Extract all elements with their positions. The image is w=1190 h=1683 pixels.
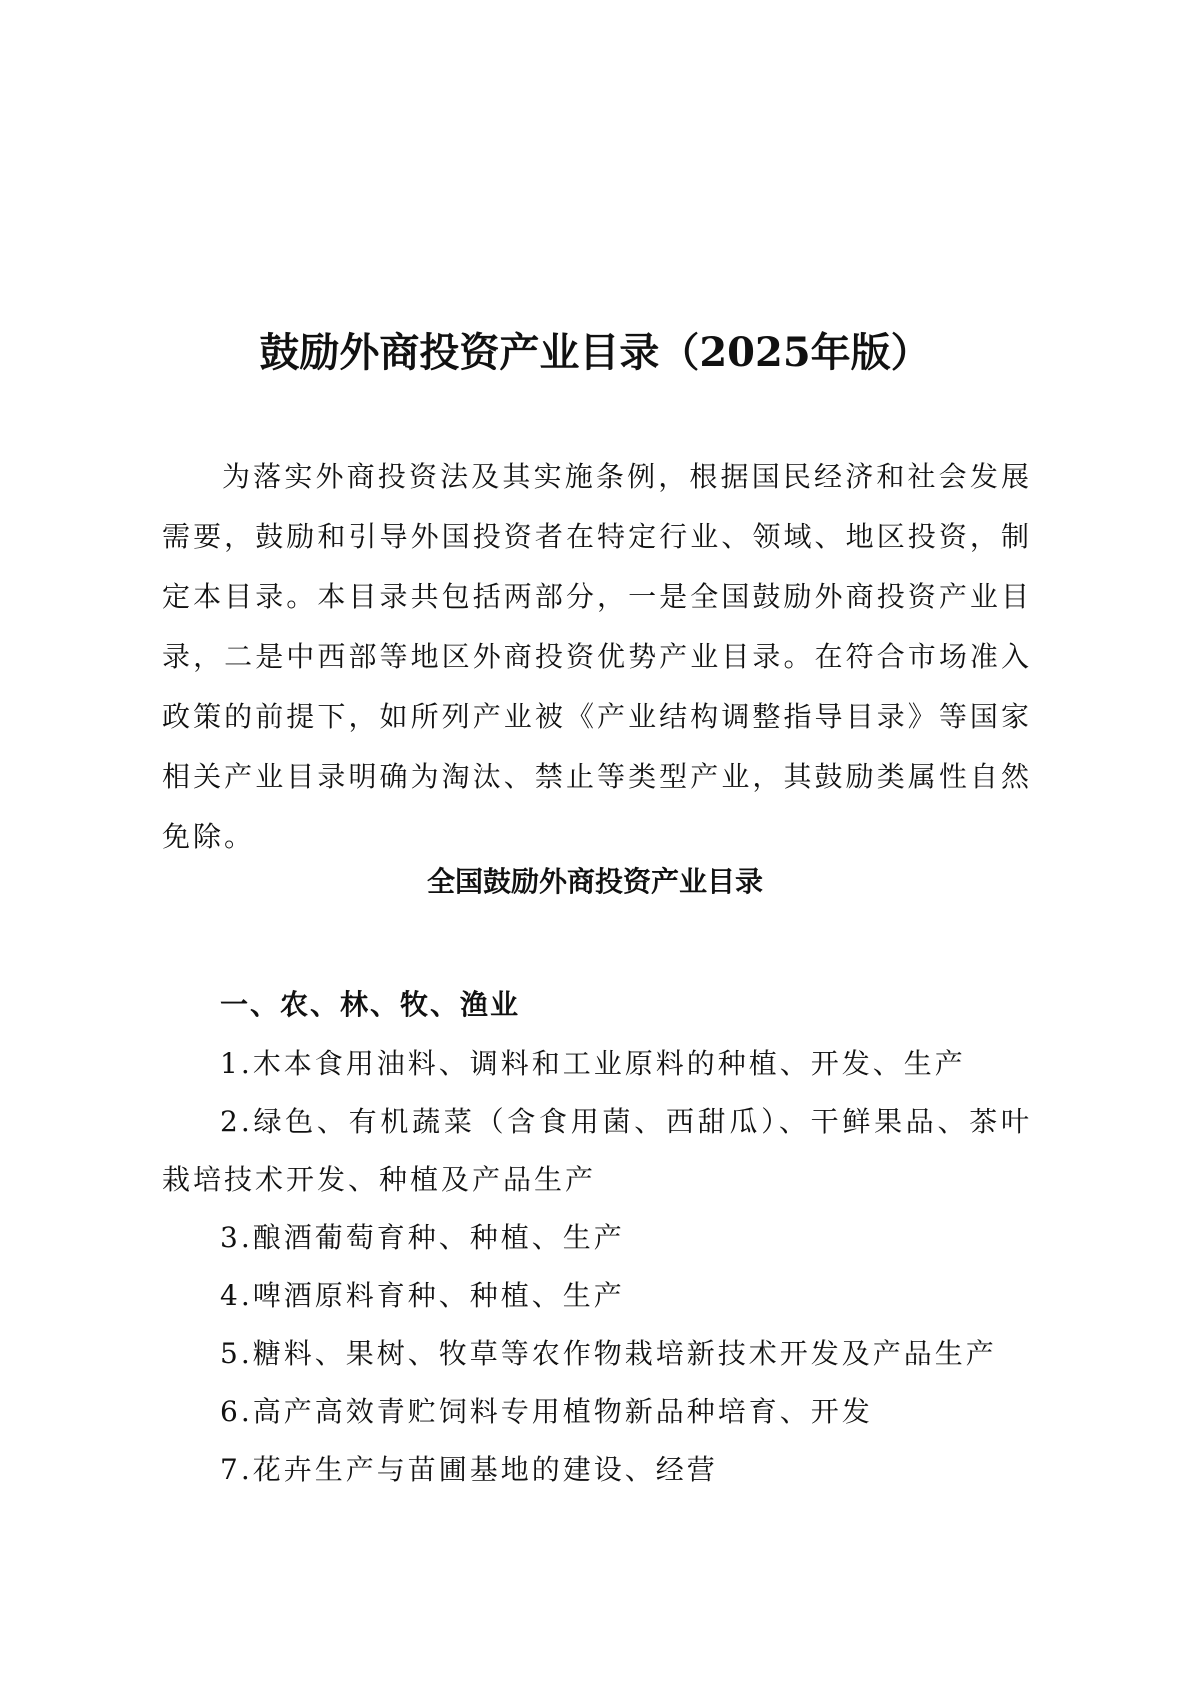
catalog-item: 7.花卉生产与苗圃基地的建设、经营 — [220, 1453, 718, 1486]
catalog-item: 2.绿色、有机蔬菜（含食用菌、西甜瓜）、干鲜果品、茶叶栽培技术开发、种植及产品生产 — [162, 1105, 1032, 1196]
document-title: 鼓励外商投资产业目录（2025年版） — [259, 329, 931, 376]
section-heading: 一、农、林、牧、渔业 — [220, 988, 521, 1021]
catalog-item: 6.高产高效青贮饲料专用植物新品种培育、开发 — [220, 1395, 873, 1428]
catalog-item-list — [162, 1035, 1032, 1499]
catalog-item: 5.糖料、果树、牧草等农作物栽培新技术开发及产品生产 — [220, 1337, 997, 1370]
catalog-item: 1.木本食用油料、调料和工业原料的种植、开发、生产 — [220, 1047, 966, 1080]
catalog-item: 3.酿酒葡萄育种、种植、生产 — [220, 1221, 625, 1254]
intro-paragraph: 为落实外商投资法及其实施条例，根据国民经济和社会发展需要，鼓励和引导外国投资者在特定行业、领域、地区投资，制定本目录。本目录共包括两部分，一是全国鼓励外商投资产业目录，二是中西部等地区外商投资优势产业目录。在符合市场准入政策的前提下，如所列产业被《产业结构调整指导目录》等国家相关产业目录明确为淘汰、禁止等类型产业，其鼓励类属性自然免除。 — [162, 460, 1032, 853]
section-subtitle: 全国鼓励外商投资产业目录 — [426, 865, 763, 898]
catalog-item: 4.啤酒原料育种、种植、生产 — [220, 1279, 625, 1312]
